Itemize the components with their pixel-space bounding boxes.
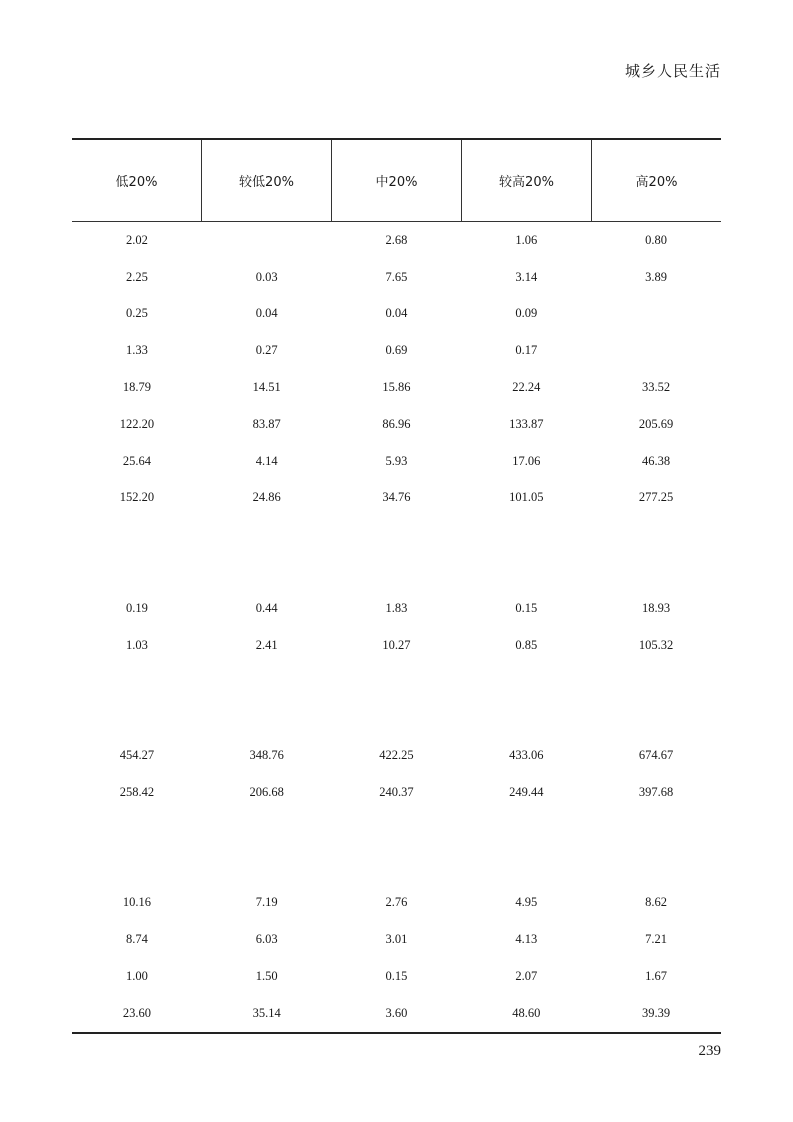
table-cell: 7.21 <box>645 932 668 947</box>
table-cell: 3.89 <box>645 269 668 284</box>
table-cell: 24.86 <box>252 490 281 505</box>
table-cell: 5.93 <box>385 453 408 468</box>
table-row <box>72 296 721 333</box>
table-cell: 4.14 <box>255 453 278 468</box>
table-cell: 433.06 <box>509 748 544 763</box>
table-cell: 0.15 <box>515 600 538 615</box>
table-cell: 4.13 <box>515 932 538 947</box>
table-row <box>72 516 721 553</box>
page-number: 239 <box>698 1043 721 1059</box>
column-header-low: 低20% <box>72 140 202 221</box>
table-cell: 240.37 <box>379 784 414 799</box>
table-cell: 0.44 <box>255 600 278 615</box>
table-cell: 3.14 <box>515 269 538 284</box>
table-cell: 0.85 <box>515 637 538 652</box>
table-cell: 25.64 <box>122 453 151 468</box>
table-cell: 0.19 <box>125 600 148 615</box>
table-cell: 1.06 <box>515 232 538 247</box>
table-cell: 0.25 <box>125 306 148 321</box>
table-cell: 18.93 <box>642 600 671 615</box>
table-cell: 0.04 <box>255 306 278 321</box>
table-cell: 0.09 <box>515 306 538 321</box>
table-cell: 6.03 <box>255 932 278 947</box>
column-header-higher: 较高20% <box>462 140 592 221</box>
table-cell: 2.76 <box>385 895 408 910</box>
table-bottom-rule <box>72 1032 721 1034</box>
table-cell: 1.03 <box>125 637 148 652</box>
data-table <box>72 138 721 1034</box>
table-cell: 35.14 <box>252 1005 281 1020</box>
table-cell: 422.25 <box>379 748 414 763</box>
table-cell: 1.00 <box>125 968 148 983</box>
table-cell: 46.38 <box>642 453 671 468</box>
table-cell: 258.42 <box>119 784 155 799</box>
table-cell: 33.52 <box>642 380 671 395</box>
table-row <box>72 995 721 1032</box>
table-row <box>72 811 721 848</box>
table-cell: 83.87 <box>252 416 281 431</box>
table-row <box>72 700 721 737</box>
table-cell: 1.67 <box>645 968 668 983</box>
table-cell: 23.60 <box>122 1005 151 1020</box>
table-cell: 2.68 <box>385 232 408 247</box>
table-cell: 205.69 <box>638 416 674 431</box>
table-cell: 0.03 <box>255 269 278 284</box>
table-row <box>72 553 721 590</box>
table-cell: 348.76 <box>249 748 284 763</box>
table-cell: 15.86 <box>382 380 411 395</box>
table-cell: 14.51 <box>252 380 281 395</box>
table-cell: 4.95 <box>515 895 538 910</box>
table-cell: 0.27 <box>255 343 278 358</box>
table-cell: 2.41 <box>255 637 278 652</box>
table-row <box>72 921 721 958</box>
table-row <box>72 332 721 369</box>
table-cell: 48.60 <box>512 1005 541 1020</box>
table-row <box>72 958 721 995</box>
table-cell: 10.16 <box>122 895 151 910</box>
table-cell: 22.24 <box>512 380 541 395</box>
table-row <box>72 848 721 885</box>
table-cell: 674.67 <box>638 748 674 763</box>
table-cell: 249.44 <box>509 784 544 799</box>
table-cell: 39.39 <box>642 1005 671 1020</box>
table-cell: 397.68 <box>638 784 674 799</box>
table-row <box>72 222 721 259</box>
table-cell: 7.65 <box>385 269 408 284</box>
table-cell: 2.02 <box>125 232 148 247</box>
table-cell: 206.68 <box>249 784 284 799</box>
table-row <box>72 590 721 627</box>
table-body <box>72 222 721 1032</box>
table-cell: 0.15 <box>385 968 408 983</box>
table-row <box>72 884 721 921</box>
table-cell: 1.50 <box>255 968 278 983</box>
table-cell: 2.07 <box>515 968 538 983</box>
table-cell: 8.62 <box>645 895 668 910</box>
table-cell: 105.32 <box>638 637 674 652</box>
table-row <box>72 259 721 296</box>
column-header-high: 高20% <box>635 175 678 190</box>
table-cell: 8.74 <box>125 932 148 947</box>
table-row <box>72 774 721 811</box>
table-cell: 86.96 <box>382 416 411 431</box>
table-cell: 34.76 <box>382 490 411 505</box>
table-cell: 0.80 <box>645 232 668 247</box>
table-row <box>72 406 721 443</box>
table-cell: 18.79 <box>122 380 151 395</box>
table-cell: 277.25 <box>638 490 674 505</box>
table-cell: 3.01 <box>385 932 408 947</box>
table-cell: 0.69 <box>385 343 408 358</box>
table-cell: 0.17 <box>515 343 538 358</box>
table-cell: 7.19 <box>255 895 278 910</box>
table-row <box>72 627 721 664</box>
table-cell: 1.83 <box>385 600 408 615</box>
table-row <box>72 480 721 517</box>
table-row <box>72 737 721 774</box>
table-cell: 152.20 <box>119 490 155 505</box>
table-row <box>72 443 721 480</box>
table-cell: 10.27 <box>382 637 411 652</box>
table-cell: 101.05 <box>509 490 544 505</box>
table-cell: 17.06 <box>512 453 541 468</box>
table-row <box>72 369 721 406</box>
column-header-middle: 中20% <box>332 140 462 221</box>
table-cell: 122.20 <box>119 416 155 431</box>
table-cell: 3.60 <box>385 1005 408 1020</box>
table-cell: 1.33 <box>125 343 148 358</box>
table-cell: 0.04 <box>385 306 408 321</box>
table-cell: 133.87 <box>509 416 544 431</box>
running-head: 城乡人民生活 <box>624 62 721 80</box>
table-cell: 454.27 <box>119 748 155 763</box>
column-header-lower: 较低20% <box>202 140 332 221</box>
table-cell: 2.25 <box>125 269 148 284</box>
table-row <box>72 664 721 701</box>
table-header-row <box>72 140 721 222</box>
